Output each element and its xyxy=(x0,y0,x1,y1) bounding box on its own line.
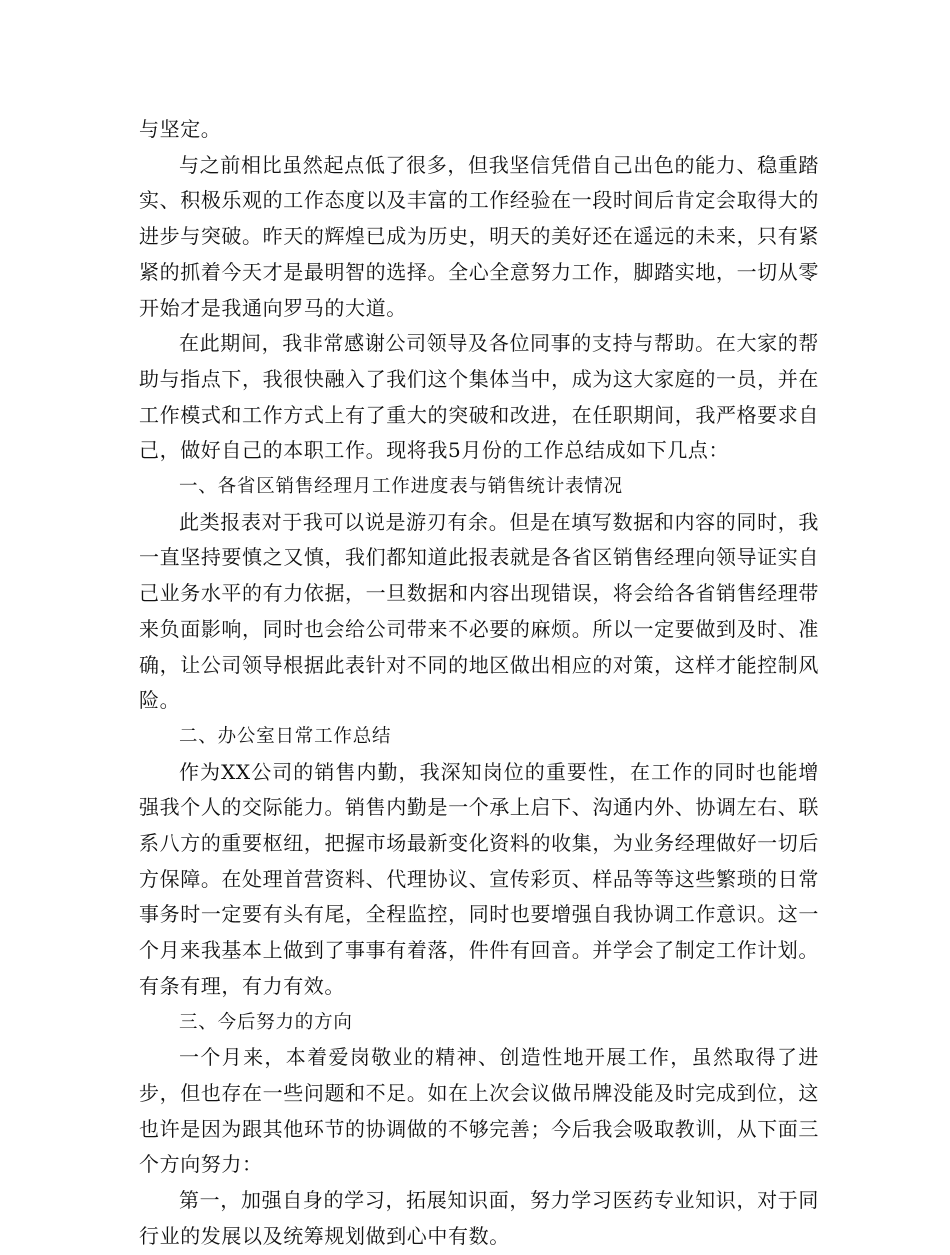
paragraph-starting-point: 与之前相比虽然起点低了很多，但我坚信凭借自己出色的能力、稳重踏实、积极乐观的工作态度以及丰富的工作经验在一段时间后肯定会取得大的进步与突破。昨天的辉煌已成为历史，明天的美好还在遥远的未来，只有紧紧的抓着今天才是最明智的选择。全心全意努力工作，脚踏实地，一切从零开始才是我通向罗马的大道。 xyxy=(139,152,819,320)
paragraph-reports: 此类报表对于我可以说是游刃有余。但是在填写数据和内容的同时，我一直坚持要慎之又慎，我们都知道此报表就是各省区销售经理向领导证实自己业务水平的有力依据，一旦数据和内容出现错误，将会给各省销售经理带来负面影响，同时也会给公司带来不必要的麻烦。所以一定要做到及时、准确，让公司领导根据此表针对不同的地区做出相应的对策，这样才能控制风险。 xyxy=(139,509,819,713)
paragraph-future-direction: 一个月来，本着爱岗敬业的精神、创造性地开展工作，虽然取得了进步，但也存在一些问题和不足。如在上次会议做吊牌没能及时完成到位，这也许是因为跟其他环节的协调做的不够完善；今后我会吸取教训，从下面三个方向努力： xyxy=(139,1045,819,1177)
paragraph-first-point: 第一，加强自身的学习，拓展知识面，努力学习医药专业知识，对于同行业的发展以及统筹规划做到心中有数。 xyxy=(139,1188,819,1248)
section-heading-1: 一、各省区销售经理月工作进度表与销售统计表情况 xyxy=(179,476,623,498)
paragraph-continuation: 与坚定。 xyxy=(139,117,222,141)
document-body xyxy=(139,112,819,1255)
section-heading-2: 二、办公室日常工作总结 xyxy=(179,725,392,747)
paragraph-thanks: 在此期间，我非常感谢公司领导及各位同事的支持与帮助。在大家的帮助与指点下，我很快融入了我们这个集体当中，成为这大家庭的一员，并在工作模式和工作方式上有了重大的突破和改进，在任职期间，我严格要求自己，做好自己的本职工作。现将我5月份的工作总结成如下几点： xyxy=(139,331,819,463)
paragraph-office-work: 作为XX公司的销售内勤，我深知岗位的重要性，在工作的同时也能增强我个人的交际能力。销售内勤是一个承上启下、沟通内外、协调左右、联系八方的重要枢纽，把握市场最新变化资料的收集，为业务经理做好一切后方保障。在处理首营资料、代理协议、宣传彩页、样品等等这些繁琐的日常事务时一定要有头有尾，全程监控，同时也要增强自我协调工作意识。这一个月来我基本上做到了事事有着落，件件有回音。并学会了制定工作计划。有条有理，有力有效。 xyxy=(139,759,819,998)
section-heading-3: 三、今后努力的方向 xyxy=(179,1011,353,1033)
